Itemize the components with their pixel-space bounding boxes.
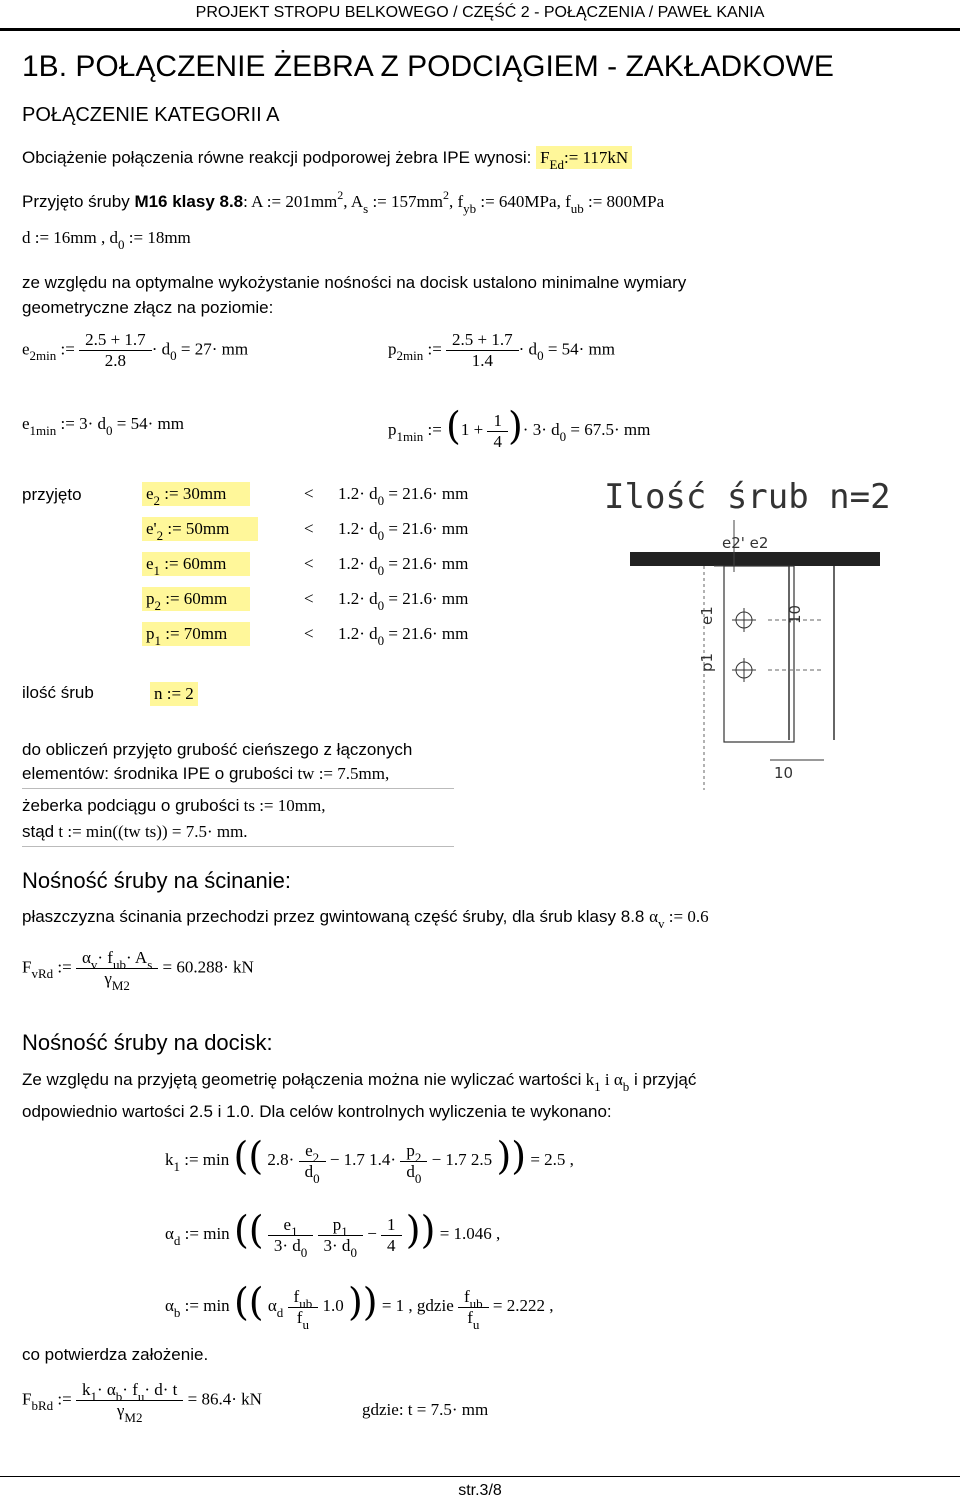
intro-1: ze względu na optymalne wykożystanie nośności na docisk ustalono minimalne wymiary	[22, 273, 687, 292]
bolt-line: Przyjęto śruby M16 klasy 8.8: A := $201mm^2$, $A_s$ := $157mm^2$, $f_{yb}$ := 640MPa, $f_{ub}$ := 800MPa	[22, 188, 665, 216]
accepted-label: przyjęto	[22, 485, 82, 504]
bearing-text-2: odpowiednio wartości 2.5 i 1.0. Dla celów kontrolnych wyliczenia te wykonano:	[22, 1102, 612, 1121]
thickness-line-1: do obliczeń przyjęto grubość cieńszego z łączonych	[22, 740, 413, 759]
alpha-d-formula: $\alpha_d$ := min (( $\frac{e_1}{3\cdot d_0}$ $\frac{p_1}{3\cdot d_0}$ − $\frac{1}{4}$ )) = 1.046 ,	[165, 1208, 501, 1260]
sketch-label-10b: 10	[774, 764, 794, 782]
section-title: 1B. POŁĄCZENIE ŻEBRA Z PODCIĄGIEM - ZAKŁADKOWE	[22, 50, 834, 83]
shear-text: płaszczyzna ścinania przechodzi przez gwintowaną część śruby, dla śrub klasy 8.8 $\alpha_v$ := 0.6	[22, 907, 709, 931]
count-label: ilość śrub	[22, 683, 94, 702]
bolt-type: M16 klasy 8.8	[134, 192, 244, 211]
sketch-label-p1: p1	[698, 652, 716, 672]
bearing-heading: Nośność śruby na docisk:	[22, 1030, 273, 1055]
accepted-row: $p_2$ := 60mm < $1.2\cdot d_0 = 21.6\cdot$ mm	[142, 583, 542, 615]
accepted-row: $e_1$ := 60mm < $1.2\cdot d_0 = 21.6\cdot$ mm	[142, 548, 542, 580]
p2min-formula: $p_{2min}$ := $\frac{2.5 + 1.7}{1.4}$ · $d_0 = 54\cdot$ mm	[388, 330, 616, 370]
fbrd-formula: $F_{bRd}$ := $\frac{k_1\cdot \alpha_b\cdot f_u\cdot d\cdot t}{\gamma_{M2}}$ = 86.4· kN	[22, 1380, 262, 1425]
footer-rule	[0, 1476, 960, 1477]
rule	[22, 846, 454, 847]
fin-plate	[724, 566, 794, 742]
diameter-line: d := 16mm , $d_0$ := 18mm	[22, 228, 191, 252]
sketch-title: Ilość śrub n=2	[604, 477, 891, 517]
accepted-row: $e'_2$ := 50mm < $1.2\cdot d_0 = 21.6\cdot$ mm	[142, 513, 542, 545]
load-text: Obciążenie połączenia równe reakcji podporowej żebra IPE wynosi:	[22, 148, 532, 167]
accepted-row: $e_2$ := 30mm < $1.2\cdot d_0 = 21.6\cdot$ mm	[142, 478, 542, 510]
sketch-drawing	[574, 460, 960, 800]
sketch-label-10a: 10	[786, 604, 804, 624]
page-number: str.3/8	[458, 1482, 502, 1499]
e1min-formula: $e_{1min}$ := $3\cdot d_0 = 54\cdot$ mm	[22, 414, 184, 438]
page-header: PROJEKT STROPU BELKOWEGO / CZĘŚĆ 2 - POŁĄCZENIA / PAWEŁ KANIA	[195, 4, 765, 21]
flange	[630, 552, 880, 566]
intro-2: geometryczne złącz na poziomie:	[22, 298, 274, 317]
fvrd-formula: $F_{vRd}$ := $\frac{\alpha_v\cdot f_{ub}\cdot A_s}{\gamma_{M2}}$ = 60.288· kN	[22, 948, 254, 993]
p1min-formula: $p_{1min}$ := (1 + $\frac{1}{4}$ )· $3\cdot d_0 = 67.5\cdot$ mm	[388, 404, 651, 451]
bearing-text-1: Ze względu na przyjętą geometrię połączenia można nie wyliczać wartości $k_1$ i $\alpha_b$ i przyjąć	[22, 1070, 697, 1094]
fbrd-where: gdzie: t = 7.5· mm	[362, 1400, 489, 1419]
accepted-row: $p_1$ := 70mm < $1.2\cdot d_0 = 21.6\cdot$ mm	[142, 618, 542, 650]
shear-heading: Nośność śruby na ścinanie:	[22, 868, 292, 893]
load-value: $F_{Ed}:= 117kN$	[536, 146, 632, 169]
thickness-line-4: stąd t := min((tw ts)) = 7.5· mm.	[22, 822, 248, 841]
thickness-line-2: elementów: środnika IPE o grubości tw := 7.5mm,	[22, 764, 390, 783]
section-subtitle: POŁĄCZENIE KATEGORII A	[22, 104, 280, 126]
connection-sketch	[574, 460, 960, 800]
rule	[22, 788, 454, 789]
k1-formula: $k_1$ := min (( 2.8· $\frac{e_2}{d_0}$ − 1.7 1.4· $\frac{p_2}{d_0}$ − 1.7 2.5 )) = 2.5 ,	[165, 1134, 574, 1186]
thickness-line-3: żeberka podciągu o grubości ts := 10mm,	[22, 796, 326, 815]
alpha-b-formula: $\alpha_b$ := min (( $\alpha_d$ $\frac{f_{ub}}{f_u}$ 1.0 )) = 1 , gdzie $\frac{f_{ub}}{f_u}$ = 2.222 ,	[165, 1280, 554, 1332]
sketch-label-e1: e1	[698, 606, 716, 625]
e2min-formula: $e_{2min}$ := $\frac{2.5 + 1.7}{2.8}$ · $d_0 = 27\cdot$ mm	[22, 330, 249, 370]
sketch-label-e2: e2' e2	[722, 534, 769, 552]
confirm-text: co potwierdza założenie.	[22, 1345, 209, 1364]
header-rule	[0, 28, 960, 31]
load-line	[22, 148, 632, 172]
count-value: n := 2	[150, 682, 198, 706]
